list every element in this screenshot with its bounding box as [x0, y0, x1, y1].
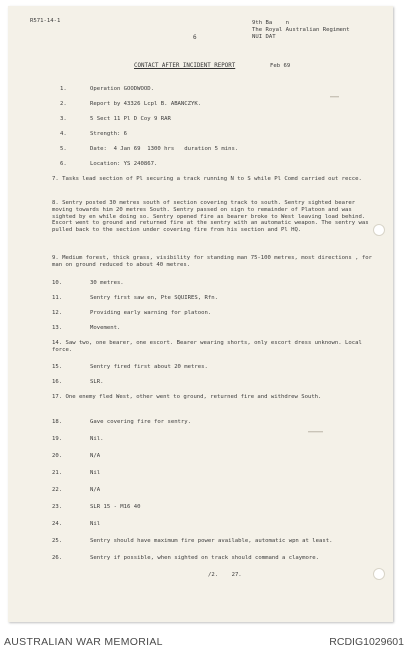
- item-number: 3.: [60, 116, 67, 122]
- item-number: 1.: [60, 86, 67, 92]
- item-number: 18.: [52, 419, 63, 425]
- item-text: 5 Sect 11 Pl D Coy 9 RAR: [90, 116, 171, 122]
- item-number: 21.: [52, 470, 63, 476]
- reference-number: R571-14-1: [30, 18, 61, 24]
- item-number: 24.: [52, 521, 63, 527]
- page-continuation: /2. 27.: [208, 572, 242, 578]
- paragraph-9: 9. Medium forest, thick grass, visibility for standing man 75-100 metres, most directions , for man on ground reduced to about 40 metres.: [52, 255, 372, 268]
- page-mark: 6: [193, 34, 197, 41]
- unit-line-1: 9th Ba n: [252, 20, 290, 26]
- item-number: 19.: [52, 436, 63, 442]
- item-text: Nil.: [90, 436, 104, 442]
- item-text: 30 metres.: [90, 280, 124, 286]
- unit-line-2: The Royal Australian Regiment: [252, 27, 350, 33]
- item-text: SLR.: [90, 379, 104, 385]
- item-number: 23.: [52, 504, 63, 510]
- report-date: Feb 69: [270, 63, 291, 69]
- item-text: Strength: 6: [90, 131, 128, 137]
- item-text: Gave covering fire for sentry.: [90, 419, 192, 425]
- item-number: 20.: [52, 453, 63, 459]
- item-text: Movement.: [90, 325, 121, 331]
- margin-annotation: ▬▬▬▬▬: [308, 429, 324, 435]
- item-text: Sentry fired first about 20 metres.: [90, 364, 208, 370]
- item-number: 11.: [52, 295, 63, 301]
- archive-id: RCDIG1029601: [329, 636, 404, 648]
- item-text: Nil: [90, 521, 101, 527]
- item-number: 5.: [60, 146, 67, 152]
- paragraph-8: 8. Sentry posted 30 metres south of section covering track to south. Sentry sighted bearer moving towards him 20 metres South. Sentry passed on sign to remainder of Platoon and was sighted by en while doing so. Sentry opened fire as bearer broke to West leaving load behind. Escort went to ground and returned fire at the sentry with an automatic weapon. The sentry was pulled back to the section under covering fire from his section and Pl HQ.: [52, 200, 369, 234]
- paragraph-14: 14. Saw two, one bearer, one escort. Bearer wearing shorts, only escort dress unknown. Local force.: [52, 340, 362, 353]
- paragraph-17: 17. One enemy fled West, other went to ground, returned fire and withdrew South.: [52, 394, 322, 400]
- item-number: 10.: [52, 280, 63, 286]
- item-text: SLR 15 - M16 40: [90, 504, 141, 510]
- punch-hole: [373, 224, 385, 236]
- item-text: Sentry first saw en, Pte SQUIRES, Rfn.: [90, 295, 218, 301]
- item-text: Report by 43326 Lcpl B. ABANCZYK.: [90, 101, 202, 107]
- item-text: Location: YS 240867.: [90, 161, 158, 167]
- margin-annotation: ▬▬▬: [330, 94, 340, 100]
- item-number: 26.: [52, 555, 63, 561]
- archive-name: AUSTRALIAN WAR MEMORIAL: [4, 636, 163, 648]
- item-text: N/A: [90, 453, 101, 459]
- item-text: Nil: [90, 470, 101, 476]
- unit-line-3: NUI DAT: [252, 34, 276, 40]
- item-text: Operation GOODWOOD.: [90, 86, 154, 92]
- item-number: 15.: [52, 364, 63, 370]
- item-number: 6.: [60, 161, 67, 167]
- document-page: [8, 6, 393, 622]
- archive-footer: [0, 630, 409, 654]
- item-number: 22.: [52, 487, 63, 493]
- item-number: 16.: [52, 379, 63, 385]
- report-title: CONTACT AFTER INCIDENT REPORT: [134, 63, 236, 69]
- item-number: 12.: [52, 310, 63, 316]
- item-text: Sentry if possible, when sighted on track should command a claymore.: [90, 555, 320, 561]
- item-number: 4.: [60, 131, 67, 137]
- item-number: 25.: [52, 538, 63, 544]
- item-text: Date: 4 Jan 69 1300 hrs duration 5 mins.: [90, 146, 239, 152]
- item-text: Sentry should have maximum fire power available, automatic wpn at least.: [90, 538, 333, 544]
- item-number: 2.: [60, 101, 67, 107]
- item-text: Providing early warning for platoon.: [90, 310, 212, 316]
- punch-hole: [373, 568, 385, 580]
- item-text: N/A: [90, 487, 101, 493]
- item-number: 13.: [52, 325, 63, 331]
- paragraph-7: 7. Tasks lead section of Pl securing a track running N to S while Pl Comd carried out recce.: [52, 176, 362, 182]
